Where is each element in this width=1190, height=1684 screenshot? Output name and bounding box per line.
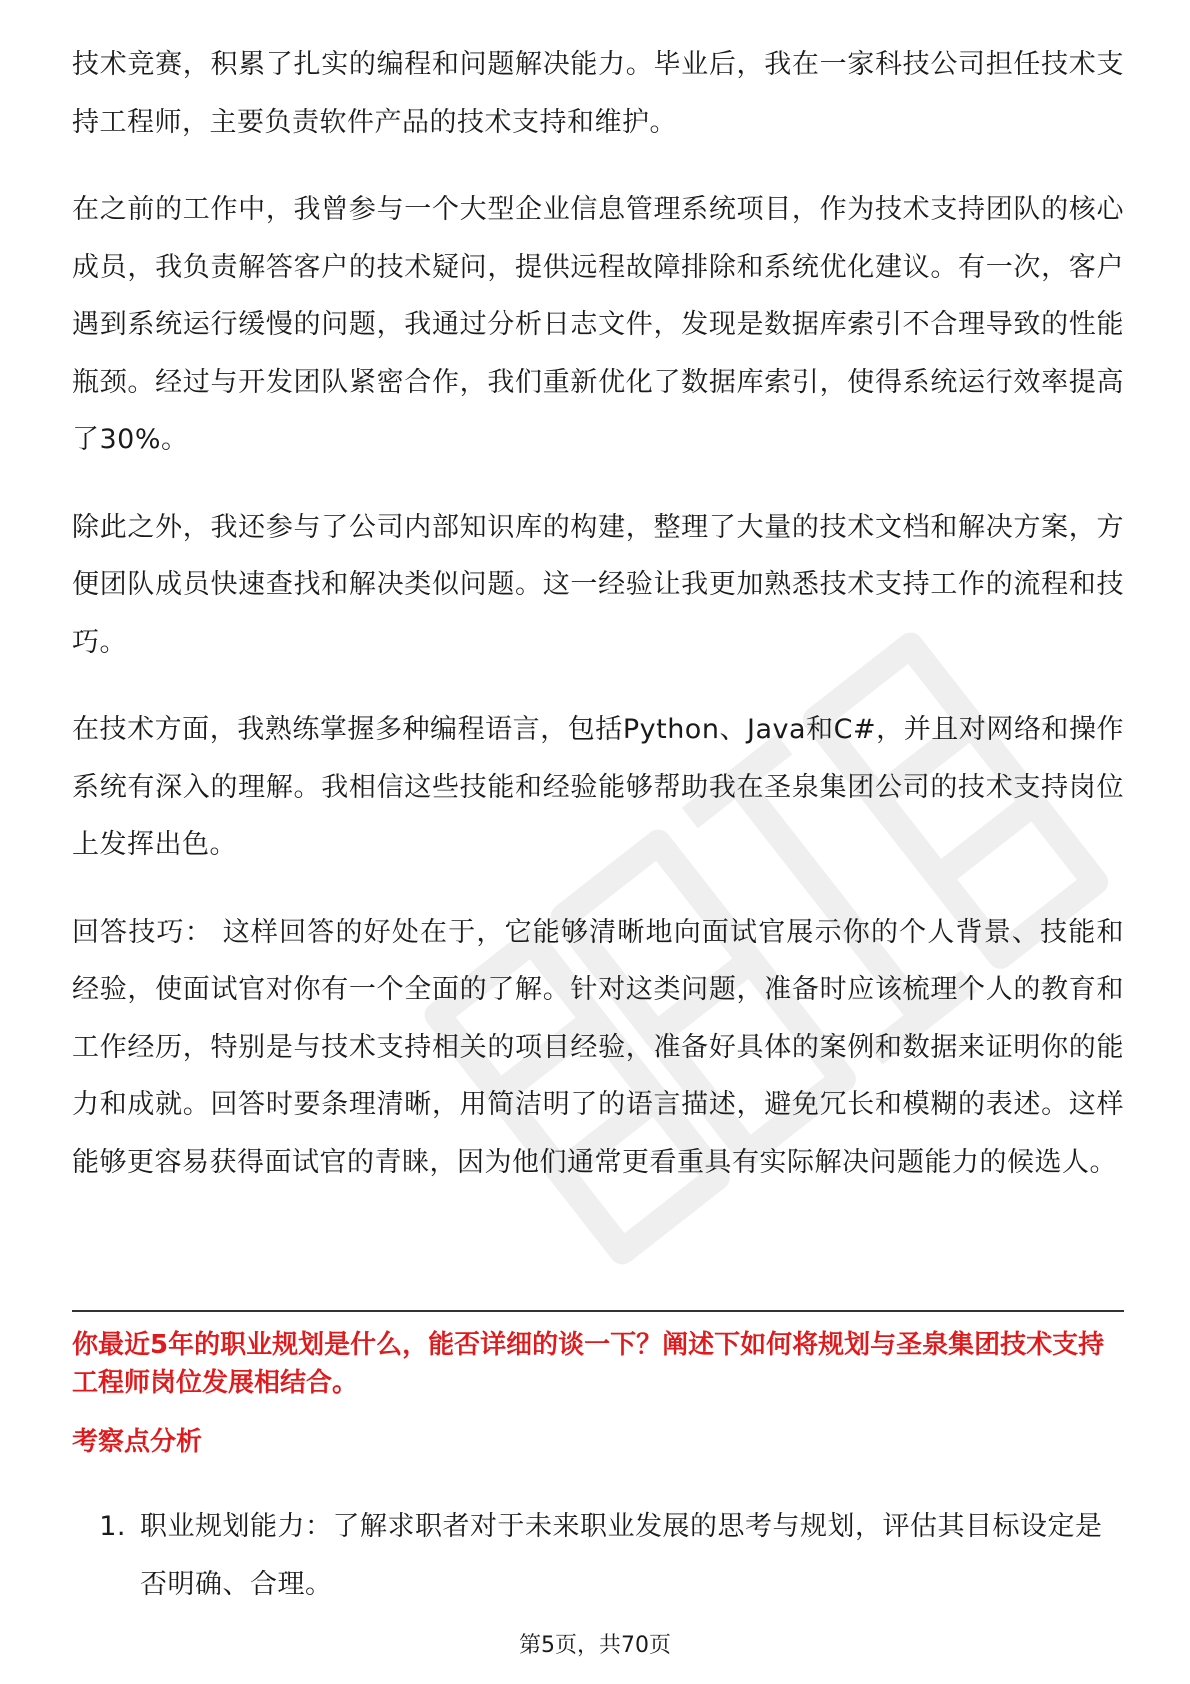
document-body bbox=[72, 36, 1124, 1221]
paragraph: 在之前的工作中，我曾参与一个大型企业信息管理系统项目，作为技术支持团队的核心成员，我负责解答客户的技术疑问，提供远程故障排除和系统优化建议。有一次，客户遇到系统运行缓慢的问题，我通过分析日志文件，发现是数据库索引不合理导致的性能瓶颈。经过与开发团队紧密合作，我们重新优化了数据库索引，使得系统运行效率提高了30%。 bbox=[72, 194, 1124, 455]
analysis-list bbox=[72, 1498, 1124, 1613]
paragraph: 除此之外，我还参与了公司内部知识库的构建，整理了大量的技术文档和解决方案，方便团队成员快速查找和解决类似问题。这一经验让我更加熟悉技术支持工作的流程和技巧。 bbox=[72, 511, 1124, 658]
question-heading: 你最近5年的职业规划是什么，能否详细的谈一下？阐述下如何将规划与圣泉集团技术支持工程师岗位发展相结合。 bbox=[72, 1330, 1105, 1398]
paragraph: 在技术方面，我熟练掌握多种编程语言，包括Python、Java和C#，并且对网络和操作系统有深入的理解。我相信这些技能和经验能够帮助我在圣泉集团公司的技术支持岗位上发挥出色。 bbox=[72, 714, 1124, 860]
paragraph: 回答技巧： 这样回答的好处在于，它能够清晰地向面试官展示你的个人背景、技能和经验，使面试官对你有一个全面的了解。针对这类问题，准备时应该梳理个人的教育和工作经历，特别是与技术支持相关的项目经验，准备好具体的案例和数据来证明你的能力和成就。回答时要条理清晰，用简洁明了的语言描述，避免冗长和模糊的表述。这样能够更容易获得面试官的青睐，因为他们通常更看重具有实际解决问题能力的候选人。 bbox=[72, 916, 1124, 1178]
page-number: 第5页，共70页 bbox=[519, 1633, 671, 1658]
analysis-title: 考察点分析 bbox=[72, 1427, 203, 1457]
section-divider bbox=[72, 1310, 1124, 1312]
paragraph: 技术竞赛，积累了扎实的编程和问题解决能力。毕业后，我在一家科技公司担任技术支持工程师，主要负责软件产品的技术支持和维护。 bbox=[72, 49, 1124, 138]
list-item-number: 1. bbox=[99, 1511, 126, 1542]
list-item bbox=[72, 1498, 1124, 1613]
list-item-text: 职业规划能力：了解求职者对于未来职业发展的思考与规划，评估其目标设定是否明确、合理。 bbox=[140, 1511, 1103, 1600]
